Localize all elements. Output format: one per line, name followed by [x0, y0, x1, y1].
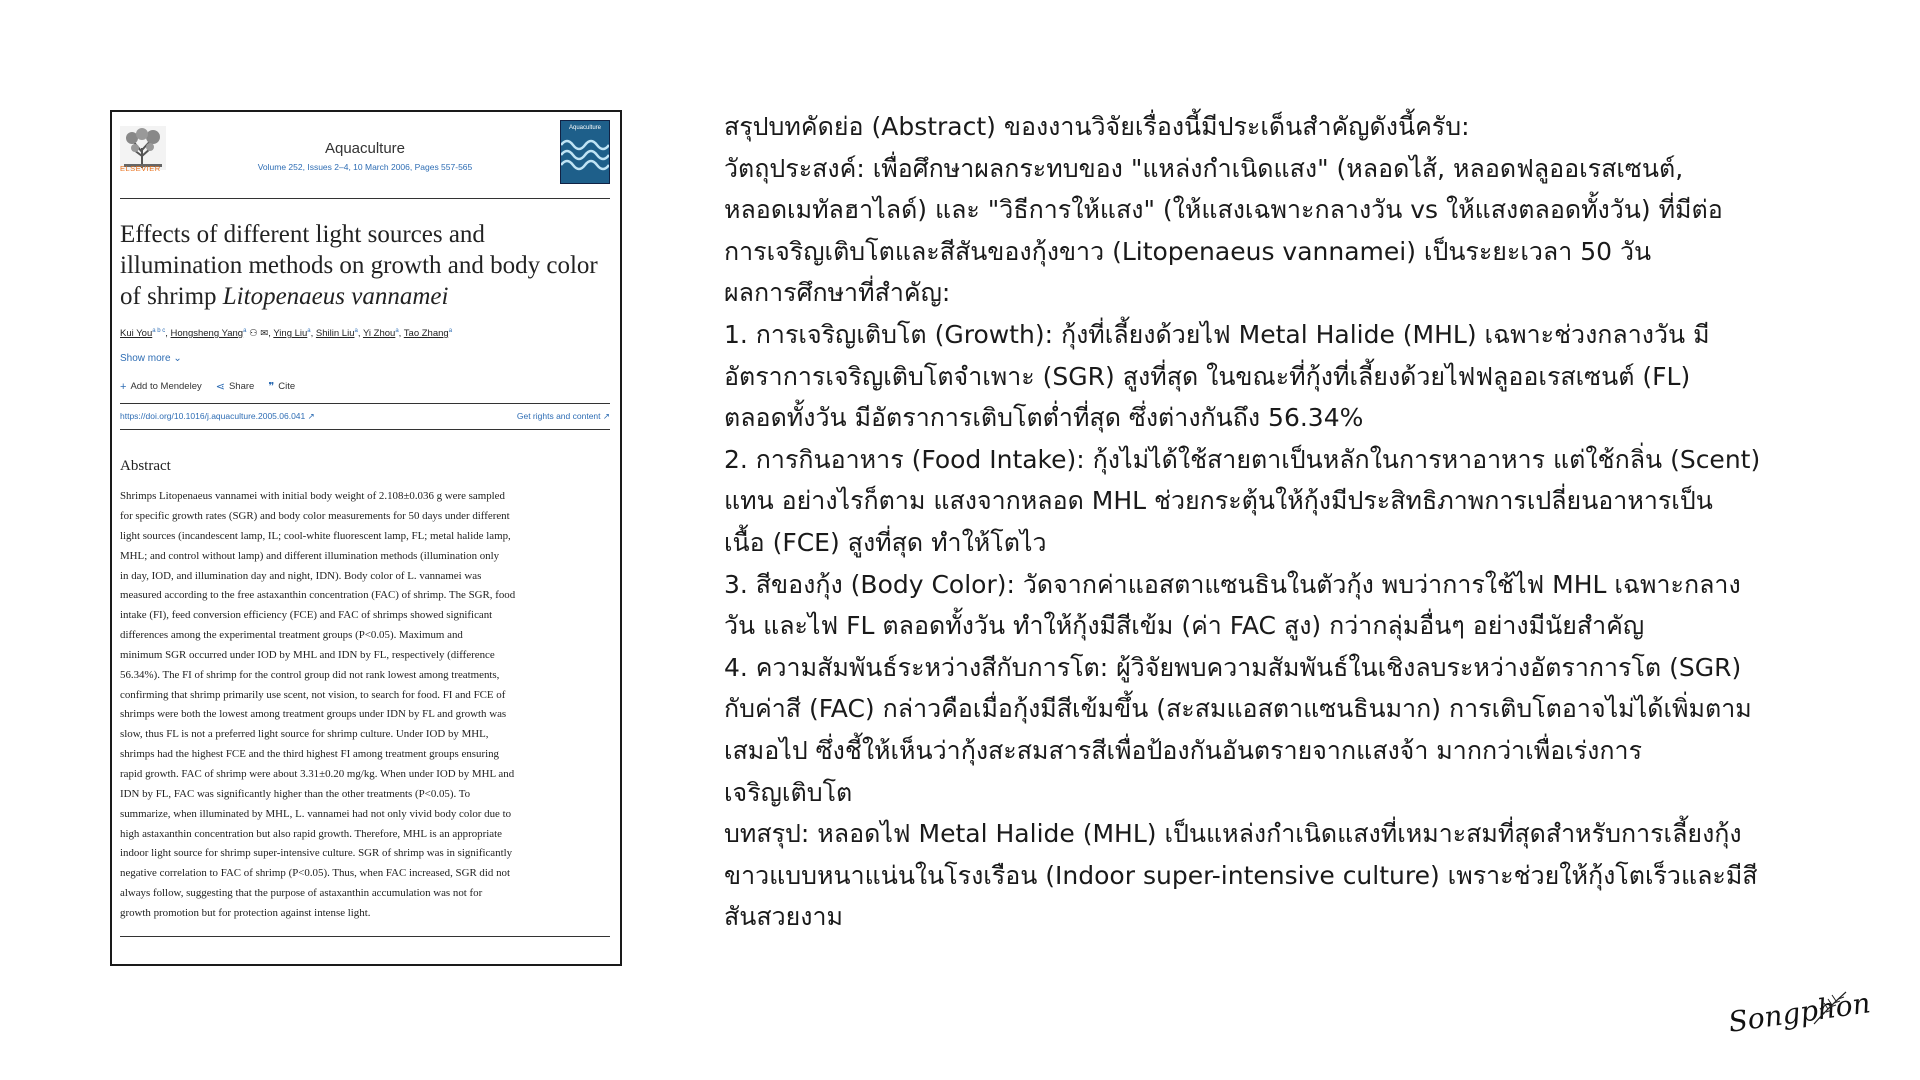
share-button[interactable]: ⋖ Share [215, 381, 255, 394]
add-to-mendeley-button[interactable]: + Add to Mendeley [120, 380, 202, 393]
abstract-text [120, 487, 610, 937]
abstract-line: confirming that shrimp primarily use scent, not vision, to search for food. FI and FCE of [120, 688, 506, 701]
abstract-line: minimum SGR occurred under IOD by MHL and IDN by FL, respectively (difference [120, 648, 495, 661]
quote-icon: ❞ [268, 381, 275, 394]
abstract-line: summarize, when illuminated by MHL, L. vannamei had not only vivid body color due to [120, 807, 512, 820]
abstract-line: always follow, suggesting that the purpose of astaxanthin accumulation was not for [120, 887, 483, 900]
abstract-line: shrimps had the highest FCE and the third highest FI among treatment groups ensuring [120, 748, 500, 761]
author-list: Kui You$^{a b c}$, Hongsheng Yang$^a$ ⚇ ✉, Ying Liu$^a$, Shilin Liu$^a$, Yi Zhou$^a$, Tao Zhang$^a$ [120, 328, 453, 340]
show-more-button[interactable]: Show more ⌄ [120, 353, 182, 365]
author-link[interactable]: Ying Liu [273, 328, 308, 340]
abstract-line: high astaxanthin concentration but also rapid growth. Therefore, MHL is an appropriate [120, 827, 502, 840]
paper-title-text: Effects of different light sources and illumination methods on growth and body color of shrimp [120, 221, 598, 310]
author-link[interactable]: Tao Zhang [403, 328, 449, 340]
abstract-line: indoor light source for shrimp super-intensive culture. SGR of shrimp was in significantly [120, 847, 513, 860]
summary-line: 3. สีของกุ้ง (Body Color): วัดจากค่าแอสตาแซนธินในตัวกุ้ง พบว่าการใช้ไฟ MHL เฉพาะกลาง [724, 569, 1741, 599]
signature: Songphon [1726, 986, 1873, 1039]
abstract-line: measured according to the free astaxanthin concentration (FAC) of shrimp. The SGR, food [120, 589, 516, 602]
cover-wave-icon [561, 131, 609, 175]
publisher-name: ELSEVIER [120, 164, 161, 173]
mail-icon[interactable]: ✉ [260, 328, 269, 340]
paper-title-species: Litopenaeus vannamei [222, 283, 449, 310]
journal-cover [560, 120, 610, 184]
abstract-line: shrimps were both the lowest among treatment groups under IDN by FL and growth was [120, 708, 507, 721]
abstract-line: rapid growth. FAC of shrimp were about 3.31±0.20 mg/kg. When under IOD by MHL and [120, 767, 515, 780]
abstract-line: intake (FI), feed conversion efficiency (FCE) and FAC of shrimps showed significant [120, 609, 493, 622]
summary-line: ผลการศึกษาที่สำคัญ: [724, 278, 951, 308]
summary-line: แทน อย่างไรก็ตาม แสงจากหลอด MHL ช่วยกระตุ้นให้กุ้งมีประสิทธิภาพการเปลี่ยนอาหารเป็น [724, 486, 1713, 516]
abstract-line: growth promotion but for protection against intense light. [120, 906, 371, 919]
abstract-line: light sources (incandescent lamp, IL; cool-white fluorescent lamp, FL; metal halide lamp, [120, 529, 511, 542]
summary-line: ตลอดทั้งวัน มีอัตราการเติบโตต่ำที่สุด ซึ่งต่างกันถึง 56.34% [724, 403, 1364, 433]
share-icon: ⋖ [215, 381, 225, 394]
plus-icon: + [120, 380, 127, 393]
summary-line: อัตราการเจริญเติบโตจำเพาะ (SGR) สูงที่สุด ในขณะที่กุ้งที่เลี้ยงด้วยไฟฟลูออเรสเซนต์ (FL) [724, 361, 1691, 391]
abstract-line: in day, IOD, and illumination day and night, IDN). Body color of L. vannamei was [120, 569, 482, 582]
rice-sprig-icon [1810, 988, 1850, 1028]
summary-line: หลอดเมทัลฮาไลด์) และ "วิธีการให้แสง" (ให้แสงเฉพาะกลางวัน vs ให้แสงตลอดทั้งวัน) ที่มีต่อ [724, 195, 1723, 225]
paper-header [120, 120, 610, 199]
abstract-line: IDN by FL, FAC was significantly higher than the other treatments (P<0.05). To [120, 787, 471, 800]
cover-title: Aquaculture [568, 125, 602, 131]
summary-line: เจริญเติบโต [724, 777, 853, 807]
doi-row [120, 403, 610, 430]
summary-line: สันสวยงาม [724, 902, 844, 932]
abstract-line: slow, thus FL is not a preferred light source for shrimp culture. Under IOD by MHL, [120, 728, 489, 741]
summary-line: 4. ความสัมพันธ์ระหว่างสีกับการโต: ผู้วิจัยพบความสัมพันธ์ในเชิงลบระหว่างอัตราการโต (SGR) [724, 652, 1742, 682]
journal-volume[interactable]: Volume 252, Issues 2–4, 10 March 2006, Pages 557-565 [257, 162, 473, 172]
summary-line: การเจริญเติบโตและสีสันของกุ้งขาว (Litopenaeus vannamei) เป็นระยะเวลา 50 วัน [724, 236, 1652, 266]
article-actions [120, 380, 610, 393]
summary-line: กับค่าสี (FAC) กล่าวคือเมื่อกุ้งมีสีเข้มขึ้น (สะสมแอสตาแซนธินมาก) การเติบโตอาจไม่ได้เพิ่มตาม [724, 694, 1752, 724]
summary-line: เสมอไป ซึ่งชี้ให้เห็นว่ากุ้งสะสมสารสีเพื่อป้องกันอันตรายจากแสงจ้า มากกว่าเพื่อเร่งการ [724, 735, 1642, 765]
author-link[interactable]: Kui You [120, 328, 153, 340]
abstract-line: negative correlation to FAC of shrimp (P<0.05). Thus, when FAC increased, SGR did not [120, 867, 510, 880]
abstract-line: 56.34%). The FI of shrimp for the control group did not rank lowest among treatments, [120, 668, 500, 681]
summary-line: สรุปบทคัดย่อ (Abstract) ของงานวิจัยเรื่องนี้มีประเด็นสำคัญดังนี้ครับ: [724, 112, 1470, 141]
journal-name[interactable]: Aquaculture [324, 140, 406, 157]
paper-title [120, 219, 610, 312]
summary-line: วัน และไฟ FL ตลอดทั้งวัน ทำให้กุ้งมีสีเข้ม (ค่า FAC สูง) กว่ากลุ่มอื่นๆ อย่างมีนัยสำคัญ [724, 611, 1645, 641]
author-link[interactable]: Hongsheng Yang [170, 328, 244, 340]
abstract-heading: Abstract [120, 458, 171, 475]
author-link[interactable]: Shilin Liu [315, 328, 355, 340]
summary-line: 2. การกินอาหาร (Food Intake): กุ้งไม่ได้ใช้สายตาเป็นหลักในการหาอาหาร แต่ใช้กลิ่น (Scent) [724, 444, 1761, 474]
summary-line: เนื้อ (FCE) สูงที่สุด ทำให้โตไว [724, 527, 1047, 557]
abstract-line: MHL; and control without lamp) and different illumination methods (illumination only [120, 549, 500, 562]
author-link[interactable]: Yi Zhou [362, 328, 396, 340]
paper-screenshot [110, 110, 622, 966]
summary-line: ขาวแบบหนาแน่นในโรงเรือน (Indoor super-intensive culture) เพราะช่วยให้กุ้งโตเร็วและมีสี [724, 860, 1758, 890]
abstract-line: for specific growth rates (SGR) and body color measurements for 50 days under different [120, 510, 510, 522]
thai-summary [724, 106, 1864, 938]
abstract-line: Shrimps Litopenaeus vannamei with initial body weight of 2.108±0.036 g were sampled [120, 490, 505, 503]
summary-line: บทสรุป: หลอดไฟ Metal Halide (MHL) เป็นแหล่งกำเนิดแสงที่เหมาะสมที่สุดสำหรับการเลี้ยงกุ้ง [724, 819, 1742, 849]
doi-link[interactable]: https://doi.org/10.1016/j.aquaculture.2005.06.041 ↗ [120, 411, 315, 422]
summary-line: 1. การเจริญเติบโต (Growth): กุ้งที่เลี้ยงด้วยไฟ Metal Halide (MHL) เฉพาะช่วงกลางวัน มี [724, 319, 1710, 349]
chevron-down-icon: ⌄ [173, 353, 182, 365]
cite-button[interactable]: ❞ Cite [268, 381, 296, 394]
abstract-line: differences among the experimental treatment groups (P<0.05). Maximum and [120, 629, 463, 642]
rights-link[interactable]: Get rights and content ↗ [516, 411, 610, 422]
person-icon[interactable]: ⚇ [249, 328, 258, 340]
summary-line: วัตถุประสงค์: เพื่อศึกษาผลกระทบของ "แหล่งกำเนิดแสง" (หลอดไส้, หลอดฟลูออเรสเซนต์, [724, 153, 1684, 183]
